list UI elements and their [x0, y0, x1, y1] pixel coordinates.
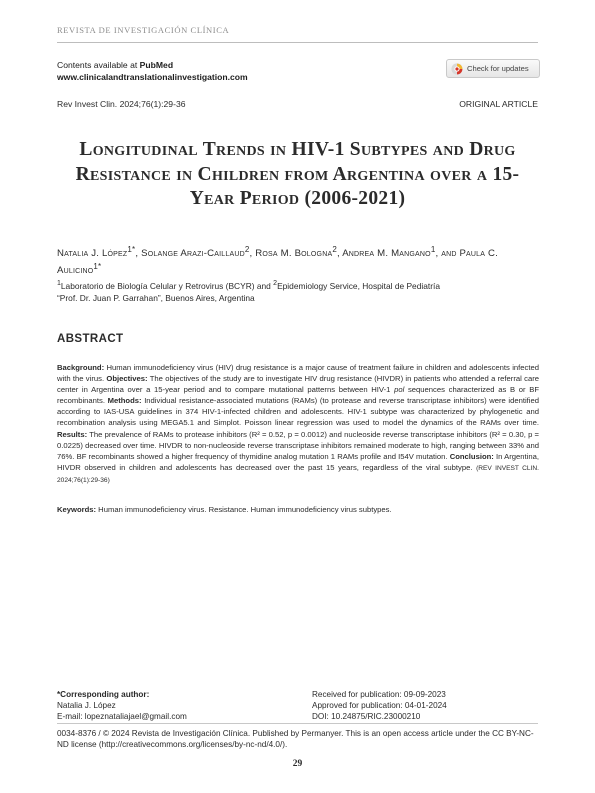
methods-label: Methods:: [107, 396, 142, 406]
header-divider: [57, 42, 538, 43]
journal-website-link[interactable]: www.clinicalandtranslationalinvestigation.com: [57, 72, 248, 82]
corresponding-author-label: *Corresponding author:: [57, 690, 150, 699]
author-5-affiliation: 1*: [93, 262, 102, 272]
affiliation-marker-1: 1: [57, 280, 61, 287]
availability-block: [57, 59, 248, 83]
corresponding-author: [57, 689, 187, 722]
background-label: Background:: [57, 363, 105, 372]
corresponding-author-name: Natalia J. López: [57, 701, 116, 710]
author-2-affiliation: 2: [244, 245, 250, 254]
abstract-citation: (REV INVEST CLIN. 2024;76(1):29-36): [57, 464, 540, 484]
journal-header: REVISTA DE INVESTIGACIÓN CLÍNICA: [57, 25, 230, 35]
abstract-body: [57, 362, 539, 486]
affiliation-line-1: [57, 278, 538, 292]
objectives-label: Objectives:: [106, 374, 148, 384]
keywords: [57, 504, 539, 515]
author-separator: , and: [435, 248, 460, 260]
keywords-text: Human immunodeficiency virus. Resistance. Human immunodeficiency virus subtypes.: [96, 505, 392, 514]
citation-row: [57, 99, 538, 109]
background-text: Human immunodeficiency virus (HIV) drug resistance is a major cause of treatment failure in children and adolescents infected with the virus.: [57, 363, 539, 384]
check-updates-label: Check for updates: [467, 64, 529, 73]
footer-divider: [57, 723, 538, 724]
received-date: Received for publication: 09-09-2023: [312, 690, 446, 699]
pubmed-link[interactable]: PubMed: [139, 60, 174, 70]
article-type: ORIGINAL ARTICLE: [459, 99, 538, 109]
affiliation-line-2: “Prof. Dr. Juan P. Garrahan”, Buenos Aires, Argentina: [57, 292, 255, 303]
author-1[interactable]: Natalia J. López: [57, 248, 128, 260]
corresponding-author-email[interactable]: E-mail: lopeznataliajael@gmail.com: [57, 712, 187, 721]
doi[interactable]: DOI: 10.24875/RIC.23000210: [312, 712, 421, 721]
objectives-text-end: sequences characterized as B or BF recombinants.: [57, 385, 539, 406]
author-1-affiliation: 1*: [127, 245, 136, 254]
author-3[interactable]: Rosa M. Bologna: [255, 248, 333, 260]
approved-date: Approved for publication: 04-01-2024: [312, 701, 447, 710]
contents-prefix: Contents available at: [57, 60, 140, 70]
results-text: The prevalence of RAMs to protease inhibitors (R² = 0.52, p = 0.0012) and nucleoside reverse transcriptase inhibitors (R² = 0.30, p = 0.0225) decreased over time. HIVDR to non-nucleoside reverse transcriptase inhibitors remained moderate to high, ranging between 33% and 76%. BF recombinants showed a higher frequency of thymidine analog mutation 1 RAMs profile and I54V mutation.: [57, 429, 539, 461]
publication-dates: [312, 689, 447, 722]
objectives-text: The objectives of the study are to investigate HIV drug resistance (HIVDR) in patients who attended a referral care center in Argentina over a 15-year period and to compare mutational patterns between HIV-1: [57, 374, 539, 395]
article-title: Longitudinal Trends in HIV-1 Subtypes and Drug Resistance in Children from Argentina over a 15-Year Period (2006-2021): [75, 139, 520, 209]
crossmark-icon: [451, 63, 463, 75]
author-4-affiliation: 1: [430, 245, 436, 254]
author-separator: ,: [135, 248, 142, 260]
author-2[interactable]: Solange Arazi-Caillaud: [141, 248, 245, 260]
affiliation-marker-2: 2: [273, 280, 278, 287]
check-updates-button[interactable]: [446, 59, 540, 78]
author-separator: ,: [336, 248, 343, 260]
affiliation-1: Laboratorio de Biología Celular y Retrovirus (BCYR) and: [60, 280, 274, 291]
conclusion-label: Conclusion:: [449, 451, 494, 461]
contents-line: [57, 59, 248, 71]
author-4[interactable]: Andrea M. Mangano: [342, 248, 431, 260]
keywords-label: Keywords:: [57, 505, 97, 514]
affiliations: [57, 278, 538, 304]
page-number: 29: [292, 759, 303, 769]
author-3-affiliation: 2: [332, 245, 337, 254]
author-5[interactable]: Paula C. Aulicino: [57, 248, 498, 277]
author-separator: ,: [249, 248, 256, 260]
citation-reference: Rev Invest Clin. 2024;76(1):29-36: [57, 99, 186, 109]
license-statement: 0034-8376 / © 2024 Revista de Investigación Clínica. Published by Permanyer. This is an open access article under the CC BY-NC-ND license (http://creativecommons.org/licenses/by-nc-nd/4.0/).: [57, 729, 534, 749]
abstract-heading: ABSTRACT: [57, 333, 124, 345]
methods-text: Individual resistance-associated mutations (RAMs) (to protease and reverse transcriptase inhibitors) were identified according to IAS-USA guidelines in 374 HIV-1-infected children and adolescents. HIV-1 subtype was characterized by phylogenetic and recombination analysis using MEGA5.1 and Simplot. Poisson linear regression was used to model the dynamics of the RAMs over time.: [57, 396, 539, 428]
affiliation-2: Epidemiology Service, Hospital de Pediatría: [277, 280, 440, 291]
conclusion-text: In Argentina, HIVDR observed in children and adolescents has decreased over the past 15 years, regardless of the viral subtype.: [57, 451, 539, 472]
results-label: Results:: [57, 429, 88, 439]
author-list: [57, 243, 538, 277]
pol-gene-term: pol: [394, 385, 405, 395]
